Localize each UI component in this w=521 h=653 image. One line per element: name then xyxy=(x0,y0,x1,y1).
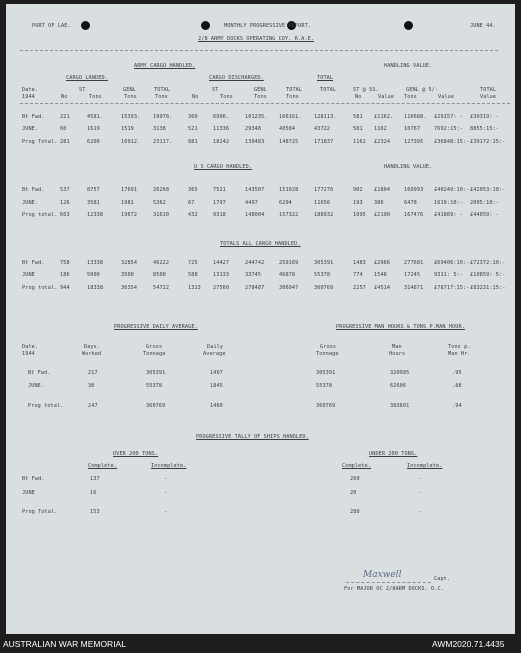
table-cell: 148004 xyxy=(245,212,265,218)
table-cell: 20 xyxy=(350,490,357,496)
s4-date: Date. xyxy=(22,344,39,350)
table-cell: 8757 xyxy=(87,187,100,193)
table-cell: 4497 xyxy=(245,200,258,206)
table-cell: 166161. xyxy=(279,114,302,120)
s4-man-hr: Man Hr. xyxy=(448,351,471,357)
s4-worked: Worked xyxy=(82,351,102,357)
s4-tonnage: Tonnage xyxy=(143,351,166,357)
col-total: TOTAL xyxy=(154,87,171,93)
incomplete-header-2: Incomplete. xyxy=(407,463,443,469)
table-cell: 143507 xyxy=(245,187,265,193)
col-st: ST xyxy=(79,87,86,93)
col-year: 1944 xyxy=(22,94,35,100)
table-cell: 1483 xyxy=(353,260,366,266)
col-tons: Tons xyxy=(89,94,102,100)
table-cell: £1162. xyxy=(374,114,394,120)
s4-daily: Daily xyxy=(207,344,224,350)
table-cell: .88 xyxy=(452,383,462,389)
table-cell: 537 xyxy=(60,187,70,193)
table-cell: 4581. xyxy=(87,114,104,120)
table-cell: 281 xyxy=(60,139,70,145)
s3-row1-label: Bt Fwd. xyxy=(22,260,45,266)
table-cell: 19978. xyxy=(153,114,173,120)
col-no: No xyxy=(61,94,68,100)
col-tons3: Tons xyxy=(254,94,267,100)
man-hours-title: PROGRESSIVE MAN HOURS & TONS P.MAN HOUR. xyxy=(336,324,465,330)
punch-hole xyxy=(201,21,210,30)
table-cell: 33745 xyxy=(245,272,262,278)
table-cell: - xyxy=(164,509,168,515)
table-cell: .95 xyxy=(452,370,462,376)
document-sheet xyxy=(6,4,515,634)
s4-year: 1944 xyxy=(22,351,35,357)
s1-row2-label: JUNE. xyxy=(22,126,39,132)
table-cell: 944 xyxy=(60,285,70,291)
table-cell: 244742 xyxy=(245,260,265,266)
army-cargo-title: ARMY CARGO HANDLED. xyxy=(134,63,196,69)
s4-gross2: Gross xyxy=(320,344,337,350)
table-cell: 2257 xyxy=(353,285,366,291)
table-cell: 1797 xyxy=(213,200,226,206)
table-cell: 16 xyxy=(90,490,97,496)
signature-caption: For MAJOR OC 2/8ARM DOCKS. O.C. xyxy=(344,586,444,592)
table-cell: 128113. xyxy=(314,114,337,120)
table-cell: 177276 xyxy=(314,187,334,193)
s2-row2-label: JUNE. xyxy=(22,200,39,206)
table-cell: 2005:10:- xyxy=(470,200,500,206)
table-cell: 5362 xyxy=(153,200,166,206)
col-hv-genl: GENL @ 5/- xyxy=(406,87,439,93)
table-cell: 29348 xyxy=(245,126,262,132)
table-cell: 9318 xyxy=(213,212,226,218)
footer-bar xyxy=(0,634,521,653)
table-cell: 774 xyxy=(353,272,363,278)
table-cell: 19672 xyxy=(121,212,138,218)
table-cell: 305391 xyxy=(316,370,336,376)
table-cell: 17245 xyxy=(404,272,421,278)
s4-row3-label: Prog total. xyxy=(28,403,64,409)
table-cell: £39172:15:- xyxy=(470,139,506,145)
table-cell: 277681 xyxy=(404,260,424,266)
table-cell: 16912. xyxy=(121,139,141,145)
table-cell: £2966 xyxy=(374,260,391,266)
table-cell: 17691 xyxy=(121,187,138,193)
table-cell: 10767 xyxy=(404,126,421,132)
table-cell: 15393. xyxy=(121,114,141,120)
table-cell: 46222 xyxy=(153,260,170,266)
table-cell: 6200 xyxy=(87,139,100,145)
s5-row1-label: Bt Fwd. xyxy=(22,476,45,482)
table-cell: £40249:10:- xyxy=(434,187,470,193)
s3-row3-label: Prog total. xyxy=(22,285,58,291)
table-cell: 171837 xyxy=(314,139,334,145)
table-cell: 23117. xyxy=(153,139,173,145)
us-handling-value-title: HANDLING VALUE. xyxy=(384,164,433,170)
table-cell: 881 xyxy=(188,139,198,145)
table-cell: 167476 xyxy=(404,212,424,218)
s1-row3-label: Prog Total. xyxy=(22,139,58,145)
table-cell: 153 xyxy=(90,509,100,515)
table-cell: 8500 xyxy=(153,272,166,278)
col-hv-st: ST @ SS. xyxy=(353,87,379,93)
header-center: MONTHLY PROGRESSIVE REPORT. xyxy=(224,23,312,29)
table-cell: 521 xyxy=(188,126,198,132)
table-cell: 221 xyxy=(60,114,70,120)
total-title: TOTAL xyxy=(317,75,334,81)
table-cell: 12338 xyxy=(87,212,104,218)
table-cell: 314871 xyxy=(404,285,424,291)
col-hv-total: TOTAL xyxy=(480,87,497,93)
col-hv-genl-value: Value xyxy=(438,94,455,100)
table-cell: 46878 xyxy=(279,272,296,278)
table-cell: 8855:15:- xyxy=(470,126,500,132)
table-cell: 62606 xyxy=(390,383,407,389)
table-cell: 1162 xyxy=(353,139,366,145)
table-cell: 18242 xyxy=(213,139,230,145)
table-cell: 36354 xyxy=(121,285,138,291)
s3-row2-label: JUNE xyxy=(22,272,35,278)
s4-average: Average xyxy=(203,351,226,357)
cargo-discharged-title: CARGO DISCHARGED. xyxy=(209,75,264,81)
us-cargo-title: U S CARGO HANDLED. xyxy=(194,164,253,170)
table-cell: 365 xyxy=(188,187,198,193)
complete-header: Complete. xyxy=(88,463,118,469)
table-cell: £42053:10:- xyxy=(470,187,506,193)
col-st2: ST xyxy=(212,87,219,93)
table-cell: 32854 xyxy=(121,260,138,266)
table-cell: - xyxy=(418,490,422,496)
over-200-title: OVER 200 TONS. xyxy=(113,451,159,457)
daily-average-title: PROGRESSIVE DAILY AVERAGE. xyxy=(114,324,198,330)
table-cell: 663 xyxy=(60,212,70,218)
table-cell: 186 xyxy=(60,272,70,278)
header-right: JUNE 44. xyxy=(470,23,496,29)
col-no2: No xyxy=(192,94,199,100)
table-cell: 157322 xyxy=(279,212,299,218)
table-cell: £44059: - xyxy=(470,212,500,218)
table-cell: 11336 xyxy=(213,126,230,132)
col-tons4: Tons xyxy=(286,94,299,100)
table-cell: 67 xyxy=(188,200,195,206)
table-cell: 581 xyxy=(353,114,363,120)
signature-rank: Capt. xyxy=(434,576,451,582)
s4-tonnage2: Tonnage xyxy=(316,351,339,357)
table-cell: 260 xyxy=(350,476,360,482)
table-cell: 217 xyxy=(88,370,98,376)
table-cell: £2324 xyxy=(374,139,391,145)
s2-row1-label: Bt Fwd. xyxy=(22,187,45,193)
table-cell: £4514 xyxy=(374,285,391,291)
table-cell: .94 xyxy=(452,403,462,409)
footer-left: AUSTRALIAN WAR MEMORIAL xyxy=(3,639,126,649)
table-cell: 5000 xyxy=(87,272,100,278)
s4-man: Man xyxy=(392,344,402,350)
table-cell: 116688. xyxy=(404,114,427,120)
table-cell: - xyxy=(418,509,422,515)
table-cell: 55378 xyxy=(316,383,333,389)
table-cell: 360769 xyxy=(146,403,166,409)
table-cell: 55378 xyxy=(314,272,331,278)
table-cell: £83231:15:- xyxy=(470,285,506,291)
table-cell: 9311: 5:- xyxy=(434,272,464,278)
table-cell: 1845 xyxy=(210,383,223,389)
table-cell: 188932 xyxy=(314,212,334,218)
table-cell: 30 xyxy=(88,383,95,389)
table-cell: 1548 xyxy=(374,272,387,278)
complete-header-2: Complete. xyxy=(342,463,372,469)
col-hv-tons: Tons xyxy=(404,94,417,100)
s4-gross: Gross xyxy=(146,344,163,350)
header-subtitle: 2/8 ARMY DOCKS OPERATING COY. R.A.E. xyxy=(198,36,315,42)
table-cell: 360 xyxy=(188,114,198,120)
table-cell: 1619 xyxy=(87,126,100,132)
table-cell: 14427 xyxy=(213,260,230,266)
s4-hours: Hours xyxy=(389,351,406,357)
col-tons2: Tons xyxy=(220,94,233,100)
table-cell: 137 xyxy=(90,476,100,482)
table-cell: £2190 xyxy=(374,212,391,218)
table-cell: 386 xyxy=(374,200,384,206)
table-cell: 126 xyxy=(60,200,70,206)
table-cell: 758 xyxy=(60,260,70,266)
table-cell: 127395 xyxy=(404,139,424,145)
table-cell: 588 xyxy=(188,272,198,278)
col-hv-value: Value xyxy=(378,94,395,100)
header-left: PORT OF LAE. xyxy=(32,23,71,29)
table-cell: £10859: 5:- xyxy=(470,272,506,278)
table-cell: 3138 xyxy=(153,126,166,132)
table-cell: 305391 xyxy=(146,370,166,376)
table-cell: £36848:15:- xyxy=(434,139,470,145)
table-cell: 31610 xyxy=(153,212,170,218)
s4-tons-p: Tons p. xyxy=(448,344,471,350)
table-cell: 6294 xyxy=(279,200,292,206)
table-cell: 13338 xyxy=(87,260,104,266)
table-cell: 278487 xyxy=(245,285,265,291)
table-cell: 26268 xyxy=(153,187,170,193)
table-cell: 581 xyxy=(353,126,363,132)
col-genl2: GENL xyxy=(254,87,267,93)
col-total3: TOTAL xyxy=(320,87,337,93)
table-cell: 7521 xyxy=(213,187,226,193)
footer-right: AWM2020.71.4435 xyxy=(432,639,505,649)
under-200-title: UNDER 200 TONS. xyxy=(369,451,418,457)
table-cell: 193 xyxy=(353,200,363,206)
table-cell: £72372:10:- xyxy=(470,260,506,266)
table-cell: £78717:15:- xyxy=(434,285,470,291)
table-cell: 902 xyxy=(353,187,363,193)
table-cell: 60 xyxy=(60,126,67,132)
table-cell: 151028 xyxy=(279,187,299,193)
table-cell: 130483 xyxy=(245,139,265,145)
table-cell: - xyxy=(418,476,422,482)
table-cell: 306047 xyxy=(279,285,299,291)
s1-row1-label: Bt Fwd. xyxy=(22,114,45,120)
table-cell: 320995 xyxy=(390,370,410,376)
table-cell: 11656 xyxy=(314,200,331,206)
table-cell: 3581 xyxy=(87,200,100,206)
col-genl-tons: Tons xyxy=(124,94,137,100)
table-cell: £29157: - xyxy=(434,114,464,120)
table-cell: 148725 xyxy=(279,139,299,145)
incomplete-header: Incomplete. xyxy=(151,463,187,469)
s4-row1-label: Bt Fwd. xyxy=(28,370,51,376)
table-cell: 305391 xyxy=(314,260,334,266)
s2-row3-label: Prog total. xyxy=(22,212,58,218)
table-cell: 3500 xyxy=(121,272,134,278)
punch-hole xyxy=(404,21,413,30)
col-hv-no: No xyxy=(355,94,362,100)
table-cell: £1804 xyxy=(374,187,391,193)
table-cell: 160993 xyxy=(404,187,424,193)
table-cell: 40584 xyxy=(279,126,296,132)
table-cell: £41869: - xyxy=(434,212,464,218)
table-cell: 7692:15:- xyxy=(434,126,464,132)
table-cell: 1162 xyxy=(374,126,387,132)
table-cell: 1407 xyxy=(210,370,223,376)
table-cell: 6478 xyxy=(404,200,417,206)
s4-days: Days. xyxy=(84,344,101,350)
table-cell: 1095 xyxy=(353,212,366,218)
totals-title: TOTALS ALL CARGO HANDLED. xyxy=(220,241,301,247)
table-cell: 1981 xyxy=(121,200,134,206)
table-cell: 18338 xyxy=(87,285,104,291)
col-hv-total-value: Value xyxy=(480,94,497,100)
divider xyxy=(20,50,498,51)
signature: Maxwell xyxy=(363,570,402,580)
table-cell: 360769 xyxy=(316,403,336,409)
handling-value-title: HANDLING VALUE. xyxy=(384,63,433,69)
table-cell: 280 xyxy=(350,509,360,515)
table-cell: 725 xyxy=(188,260,198,266)
table-cell: 1519 xyxy=(121,126,134,132)
s5-row2-label: JUNE xyxy=(22,490,35,496)
table-cell: 1313 xyxy=(188,285,201,291)
table-cell: 54722 xyxy=(153,285,170,291)
signature-line xyxy=(346,582,431,583)
col-total-tons: Tons xyxy=(155,94,168,100)
table-cell: 1460 xyxy=(210,403,223,409)
table-cell: 101235. xyxy=(245,114,268,120)
table-cell: 6906. xyxy=(213,114,230,120)
cargo-landed-title: CARGO LANDED. xyxy=(66,75,108,81)
col-date: Date. xyxy=(22,87,39,93)
ships-tally-title: PROGRESSIVE TALLY OF SHIPS HANDLED. xyxy=(196,434,309,440)
table-cell: 43722 xyxy=(314,126,331,132)
table-cell: 247 xyxy=(88,403,98,409)
table-cell: - xyxy=(164,490,168,496)
table-cell: 27560 xyxy=(213,285,230,291)
table-cell: 13133 xyxy=(213,272,230,278)
table-cell: - xyxy=(164,476,168,482)
punch-hole xyxy=(81,21,90,30)
table-cell: 432 xyxy=(188,212,198,218)
table-cell: £30319: - xyxy=(470,114,500,120)
table-cell: 55378 xyxy=(146,383,163,389)
table-cell: 1619:10:- xyxy=(434,200,464,206)
col-total2: TOTAL xyxy=(286,87,303,93)
s4-row2-label: JUNE. xyxy=(28,383,45,389)
col-genl: GENL xyxy=(123,87,136,93)
header-underline xyxy=(20,103,510,104)
s5-row3-label: Prog Total. xyxy=(22,509,58,515)
table-cell: 383601 xyxy=(390,403,410,409)
table-cell: 360769 xyxy=(314,285,334,291)
table-cell: 259169 xyxy=(279,260,299,266)
table-cell: £69406:10:- xyxy=(434,260,470,266)
